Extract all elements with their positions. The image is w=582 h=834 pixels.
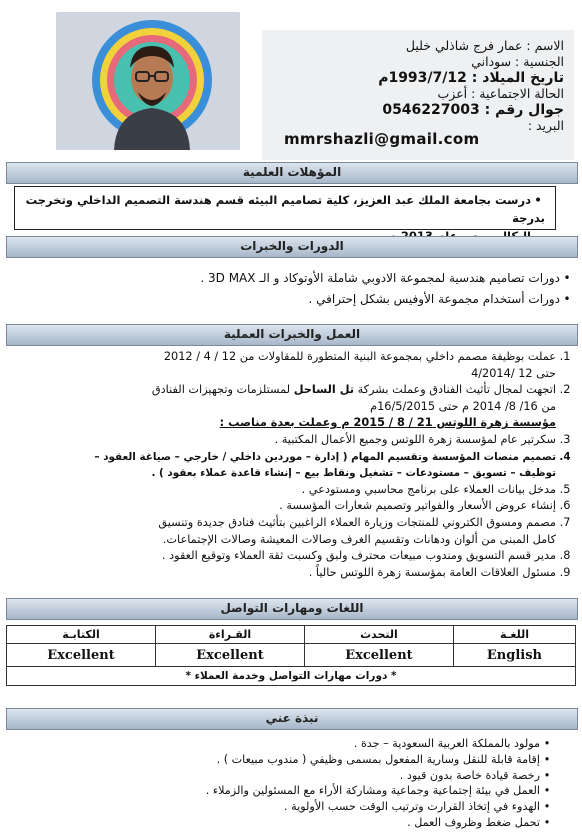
about-item: [14, 815, 554, 831]
bullet-icon: •: [563, 271, 571, 285]
about-list: [14, 736, 554, 831]
work-text: مصمم ومسوق الكتروني للمنتجات وزيارة العملاء الراغبين بتأثيث فنادق جديدة وتنسيق: [158, 515, 556, 529]
section-title: المؤهلات العلمية: [242, 165, 342, 179]
table-note-row: [7, 667, 576, 686]
section-title: نبذة عني: [265, 711, 319, 725]
about-item: [14, 783, 554, 799]
personal-info-card: [262, 30, 574, 160]
work-item-6: [8, 498, 574, 515]
about-text: رخصة قيادة خاصة بدون قيود .: [399, 768, 540, 782]
about-text: إقامة قابلة للنقل وسارية المفعول بمسمى وظيفي ( مندوب مبيعات ) .: [216, 752, 540, 766]
about-item: [14, 768, 554, 784]
birth-date-line: تاريخ الميلاد : 1993/7/12م: [378, 70, 564, 86]
course-text: دورات تصاميم هندسية لمجموعة الادوبي شاملة الأوتوكاد و الـ 3D MAX .: [200, 271, 560, 285]
work-item-4-cont: توظيف – تسويق – مستودعات – تشغيل ونقاط بيع – إنشاء قاعدة عملاء بعقود ) .: [151, 467, 556, 480]
communication-note: * دورات مهارات التواصل وخدمة العملاء *: [7, 667, 576, 686]
work-text: مدير قسم التسويق ومندوب مبيعات محترف ولبق وكسبت ثقة العملاء وتوقيع العقود .: [161, 549, 556, 563]
bullet-icon: •: [543, 752, 551, 766]
item-number: 9.: [559, 565, 571, 579]
work-item-9: [8, 565, 574, 582]
work-text: مسئول العلاقات العامة بمؤسسة زهرة اللوتس حالياً .: [308, 565, 556, 579]
section-header-about: [6, 708, 578, 730]
company-name: تل الساحل: [293, 383, 355, 397]
portrait-illustration: [56, 12, 240, 150]
cell-speaking: Excellent: [304, 644, 453, 667]
work-item-8: [8, 548, 574, 565]
item-number: 4.: [559, 450, 571, 463]
section-title: العمل والخبرات العملية: [223, 327, 361, 341]
work-item-1-cont: حتى 12 /4/2014: [471, 366, 556, 380]
work-company-heading: مؤسسة زهرة اللوتس 21 / 8 / 2015 م وعملت بعدة مناصب :: [219, 416, 556, 430]
work-item-2: [8, 382, 574, 399]
name-line: الاسم : عمار فرج شاذلي خليل: [405, 38, 564, 53]
work-item-2-cont: من 16/ 8/ 2014 م حتى 16/5/2015م: [370, 399, 556, 413]
course-item: [12, 289, 574, 310]
bullet-icon: •: [543, 768, 551, 782]
cell-reading: Excellent: [156, 644, 305, 667]
section-header-languages: [6, 598, 578, 620]
work-item-4: [8, 449, 574, 466]
email-address[interactable]: mmrshazli@gmail.com: [284, 130, 480, 148]
header-speaking: التحدث: [304, 626, 453, 644]
qualification-text: درست بجامعة الملك عبد العزيز، كلية تصاميم البيئه قسم هندسة التصميم الداخلي وتخرجت بدرجة: [25, 193, 545, 225]
cell-writing: Excellent: [7, 644, 156, 667]
section-title: اللغات ومهارات التواصل: [220, 601, 364, 615]
work-item-3: [8, 432, 574, 449]
table-header-row: [7, 626, 576, 644]
work-item-7-cont: كامل المبنى من ألوان ودهانات وتقسيم الغرف وصالات المعيشة وصالات الإجتماعات.: [162, 532, 556, 546]
work-item-5: [8, 482, 574, 499]
work-text: اتجهت لمجال تأثيث الفنادق وعملت بشركة: [357, 383, 556, 397]
about-text: العمل في بيئة إجتماعية وجماعية ومشاركة الأراء مع المسئولين والزملاء .: [205, 784, 540, 798]
bullet-icon: •: [543, 800, 551, 814]
nationality-line: الجنسية : سوداني: [471, 54, 564, 69]
email-label: البريد :: [527, 118, 564, 133]
qualification-line-1: [25, 191, 545, 227]
courses-list: [12, 268, 574, 310]
work-item-7: [8, 515, 574, 532]
cell-language: English: [453, 644, 575, 667]
work-text: إنشاء عروض الأسعار والفواتير وتصميم شعارات المؤسسة .: [279, 499, 556, 513]
languages-table: [6, 625, 576, 686]
item-number: 2.: [559, 383, 571, 397]
item-number: 6.: [559, 499, 571, 513]
about-item: [14, 752, 554, 768]
work-text: مدخل بيانات العملاء على برنامج محاسبي ومستودعي .: [301, 482, 556, 496]
course-text: دورات أستخدام مجموعة الأوفيس بشكل إحترافي .: [308, 292, 560, 306]
item-number: 7.: [559, 515, 571, 529]
item-number: 1.: [559, 350, 571, 363]
mobile-line: جوال رقم : 0546227003: [382, 102, 564, 118]
section-header-courses: [6, 236, 578, 258]
work-text: لمستلزمات وتجهيزات الفنادق: [151, 383, 291, 397]
item-number: 5.: [559, 482, 571, 496]
bullet-icon: •: [563, 292, 571, 306]
about-text: مولود بالمملكة العربية السعودية – جدة .: [353, 737, 540, 750]
about-text: تحمل ضغط وظروف العمل .: [407, 815, 540, 829]
header-language: اللغـة: [453, 626, 575, 644]
header-writing: الكتابـة: [7, 626, 156, 644]
work-text: سكرتير عام لمؤسسة زهرة اللوتس وجميع الأعمال المكتبية .: [274, 432, 556, 446]
profile-photo: [56, 12, 240, 150]
about-item: [14, 736, 554, 752]
work-list: [8, 349, 574, 581]
work-item-1: [8, 349, 574, 366]
section-header-qualifications: [6, 162, 578, 184]
section-header-work: [6, 324, 578, 346]
course-item: [12, 268, 574, 289]
marital-status-line: الحالة الاجتماعية : أعزب: [437, 86, 564, 101]
qualifications-box: [14, 186, 556, 230]
item-number: 3.: [559, 432, 571, 446]
bullet-icon: •: [543, 815, 551, 829]
work-text: تصميم منصات المؤسسة وتقسيم المهام ( إدارة – موردين داخلي / خارجي – صياغة العقود –: [94, 450, 556, 463]
header-reading: القـراءة: [156, 626, 305, 644]
work-text: عملت بوظيفة مصمم داخلي بمجموعة البنية المتطورة للمقاولات من 12 / 4 / 2012: [163, 350, 556, 363]
about-item: [14, 799, 554, 815]
section-title: الدورات والخبرات: [240, 239, 344, 253]
bullet-icon: •: [543, 737, 551, 750]
item-number: 8.: [559, 549, 571, 563]
bullet-icon: •: [543, 784, 551, 798]
about-text: الهدوء في إتخاذ القرارت وترتيب الوقت حسب الأولوية .: [284, 800, 540, 814]
bullet-icon: •: [534, 193, 542, 207]
table-row: [7, 644, 576, 667]
